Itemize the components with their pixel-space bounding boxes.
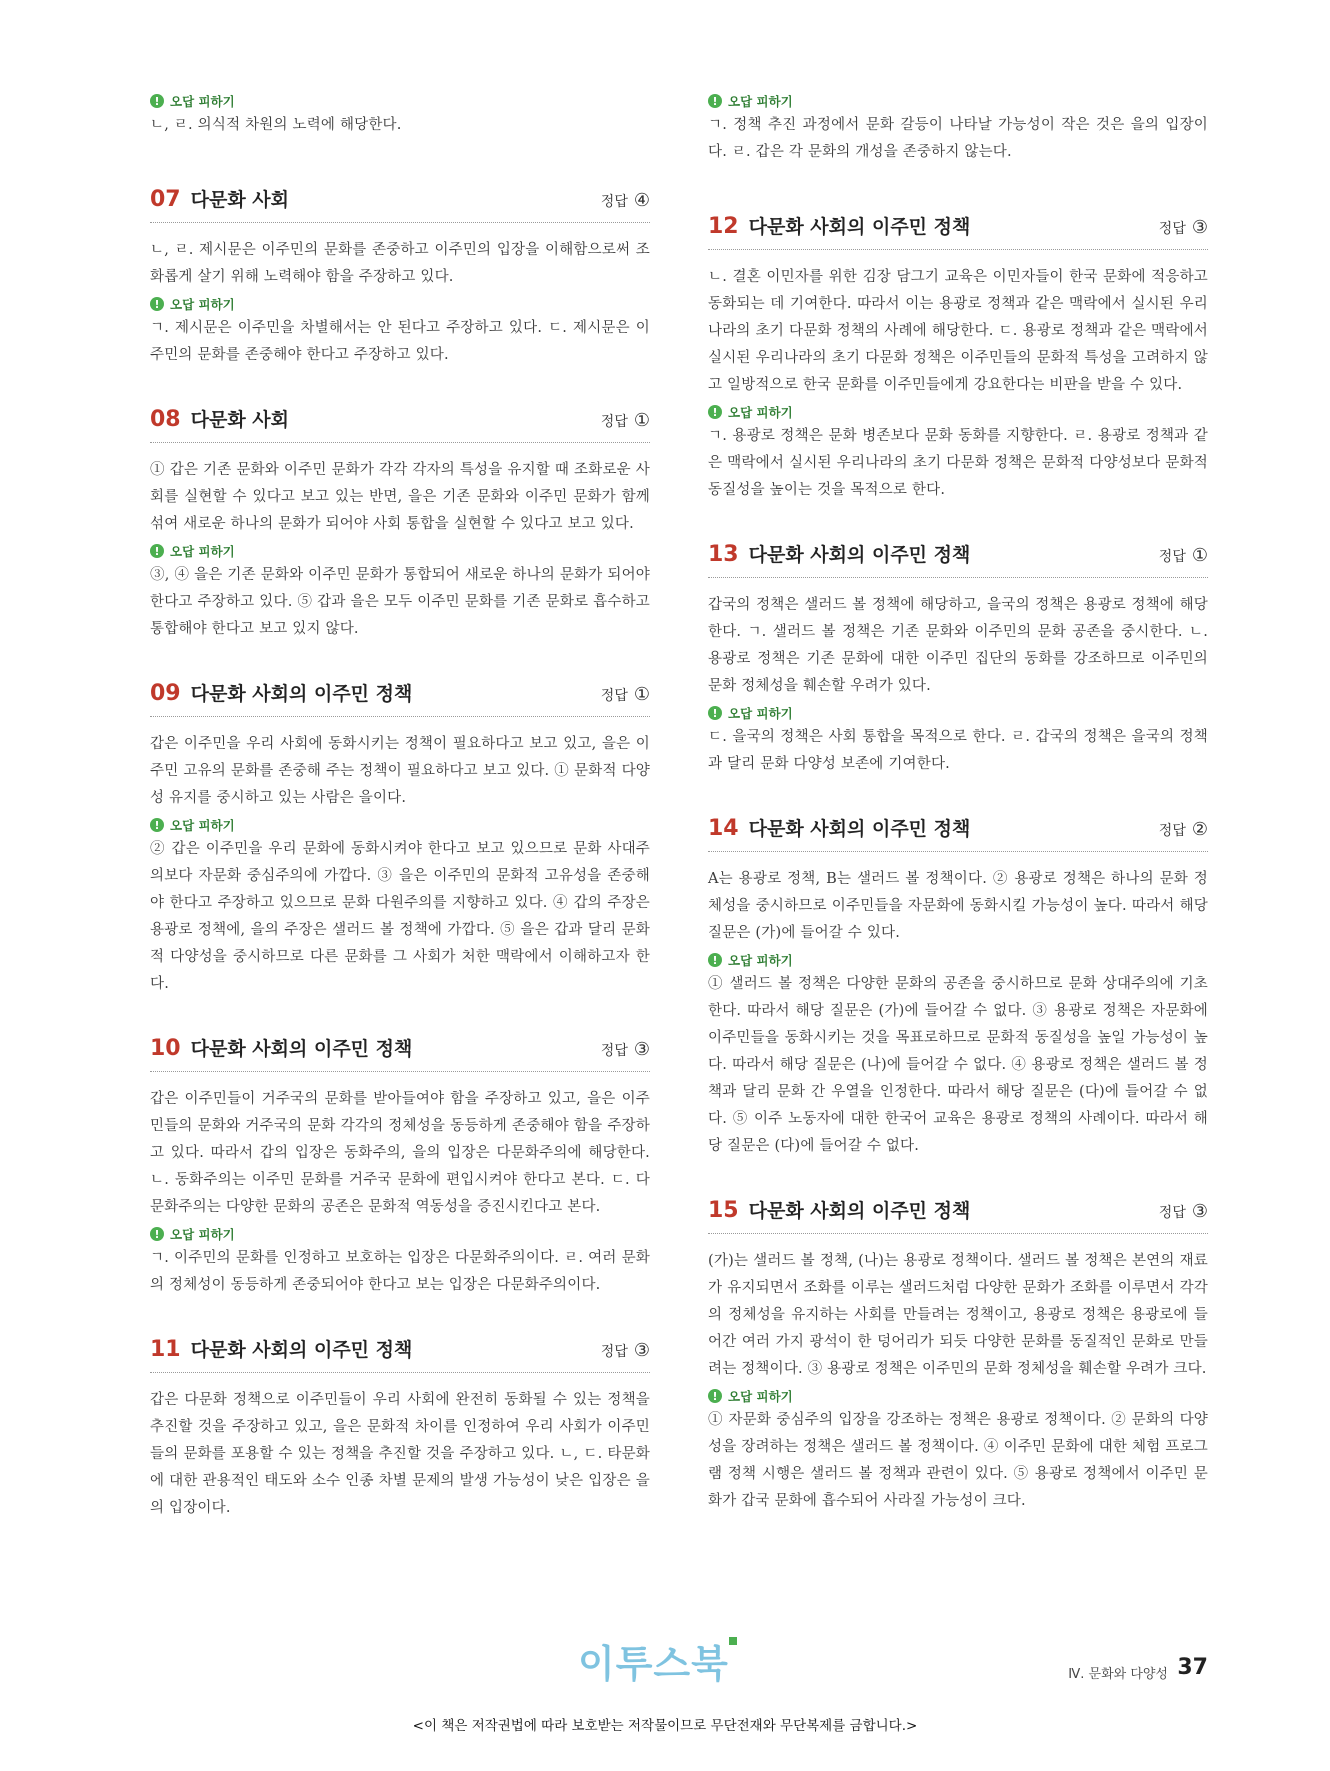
explanation-text: 갑은 이주민들이 거주국의 문화를 받아들여야 함을 주장하고 있고, 을은 이주민들의 문화와 거주국의 문화 각각의 정체성을 동등하게 존중해야 함을 주장하고 있다. 따라서 갑의 입장은 동화주의, 을의 입장은 다문화주의에 해당한다. ㄴ. 동화주의는 이주민 문화를 거주국 문화에 편입시켜야 한다고 본다. ㄷ. 다문화주의는 다양한 문화의 공존은 문화적 역동성을 증진시킨다고 본다.: [150, 1091, 650, 1215]
exclamation-icon: !: [708, 405, 722, 419]
avoid-heading: ! 오답 피하기: [150, 90, 650, 112]
question-number: 14: [708, 816, 739, 841]
exclamation-icon: !: [150, 544, 164, 558]
avoid-heading: ! 오답 피하기: [150, 1223, 650, 1245]
right-intro: [708, 90, 1208, 166]
question-09: [150, 679, 650, 998]
answer-mark: ①: [633, 684, 650, 705]
answer: 정답 ③: [1158, 1201, 1208, 1222]
answer-mark: ③: [633, 1340, 650, 1361]
exclamation-icon: !: [708, 706, 722, 720]
avoid-heading: ! 오답 피하기: [708, 949, 1208, 971]
question-header: [708, 1196, 1208, 1234]
avoid-text: ㄷ. 을국의 정책은 사회 통합을 목적으로 한다. ㄹ. 갑국의 정책은 을국의 정책과 달리 문화 다양성 보존에 기여한다.: [708, 729, 1208, 772]
question-number: 10: [150, 1036, 181, 1061]
question-title: 다문화 사회의 이주민 정책: [748, 216, 971, 238]
logo-square-icon: [729, 1637, 737, 1645]
answer: 정답 ①: [600, 410, 650, 431]
avoid-text: ① 샐러드 볼 정책은 다양한 문화의 공존을 중시하므로 문화 상대주의에 기초한다. 따라서 해당 질문은 (가)에 들어갈 수 없다. ③ 용광로 정책은 자문화에 이주민들을 동화시키는 것을 목표로하므로 문화적 동질성을 높일 가능성이 높다. 따라서 해당 질문은 (나)에 들어갈 수 없다. ④ 용광로 정책은 샐러드 볼 정책과 달리 문화 간 우열을 인정한다. 따라서 해당 질문은 (다)에 들어갈 수 없다. ⑤ 이주 노동자에 대한 한국어 교육은 용광로 정책의 사례이다. 따라서 해당 질문은 (다)에 들어갈 수 없다.: [708, 976, 1208, 1154]
exclamation-icon: !: [150, 818, 164, 832]
answer-mark: ①: [1191, 545, 1208, 566]
question-number: 07: [150, 187, 181, 212]
exclamation-icon: !: [150, 1227, 164, 1241]
explanation-text: ① 갑은 기존 문화와 이주민 문화가 각각 각자의 특성을 유지할 때 조화로운 사회를 실현할 수 있다고 보고 있는 반면, 을은 기존 문화와 이주민 문화가 함께 섞여 새로운 하나의 문화가 되어야 사회 통합을 실현할 수 있다고 보고 있다.: [150, 462, 650, 532]
publisher-logo: 이투스북: [578, 1633, 729, 1688]
exclamation-icon: !: [708, 953, 722, 967]
question-header: [150, 679, 650, 717]
question-title: 다문화 사회의 이주민 정책: [748, 818, 971, 840]
avoid-heading: ! 오답 피하기: [708, 702, 1208, 724]
question-number: 12: [708, 214, 739, 239]
question-header: [150, 185, 650, 223]
avoid-heading: ! 오답 피하기: [708, 90, 1208, 112]
question-number: 15: [708, 1198, 739, 1223]
question-header: [150, 405, 650, 443]
explanation-text: ㄴ. 결혼 이민자를 위한 김장 담그기 교육은 이민자들이 한국 문화에 적응하고 동화되는 데 기여한다. 따라서 이는 용광로 정책과 같은 맥락에서 실시된 우리나라의 초기 다문화 정책의 사례에 해당한다. ㄷ. 용광로 정책과 같은 맥락에서 실시된 우리나라의 초기 다문화 정책은 이주민들의 문화적 특성을 고려하지 않고 일방적으로 한국 문화를 이주민들에게 강요한다는 비판을 받을 수 있다.: [708, 269, 1208, 393]
explanation-text: ㄴ, ㄹ. 제시문은 이주민의 문화를 존중하고 이주민의 입장을 이해함으로써 조화롭게 살기 위해 노력해야 함을 주장하고 있다.: [150, 242, 650, 285]
avoid-heading: ! 오답 피하기: [150, 814, 650, 836]
exclamation-icon: !: [150, 94, 164, 108]
answer-mark: ③: [1191, 217, 1208, 238]
left-column: [150, 88, 650, 1522]
chapter-label: Ⅳ. 문화와 다양성: [1068, 1667, 1168, 1682]
explanation-text: A는 용광로 정책, B는 샐러드 볼 정책이다. ② 용광로 정책은 하나의 문화 정체성을 중시하므로 이주민들을 자문화에 동화시킬 가능성이 높다. 따라서 해당 질문은 (가)에 들어갈 수 있다.: [708, 871, 1208, 941]
question-14: [708, 814, 1208, 1160]
copyright-notice: <이 책은 저작권법에 따라 보호받는 저작물이므로 무단전재와 무단복제를 금합니다.>: [412, 1718, 918, 1734]
answer-mark: ④: [633, 190, 650, 211]
avoid-text: ㄴ, ㄹ. 의식적 차원의 노력에 해당한다.: [150, 117, 402, 133]
question-number: 08: [150, 407, 181, 432]
answer: 정답 ④: [600, 190, 650, 211]
answer: 정답 ③: [1158, 217, 1208, 238]
question-number: 13: [708, 542, 739, 567]
exclamation-icon: !: [708, 1389, 722, 1403]
question-10: [150, 1034, 650, 1299]
question-07: [150, 185, 650, 369]
explanation-text: 갑은 이주민을 우리 사회에 동화시키는 정책이 필요하다고 보고 있고, 을은 이주민 고유의 문화를 존중해 주는 정책이 필요하다고 보고 있다. ① 문화적 다양성 유지를 중시하고 있는 사람은 을이다.: [150, 736, 650, 806]
avoid-heading: ! 오답 피하기: [708, 1385, 1208, 1407]
question-title: 다문화 사회의 이주민 정책: [190, 1038, 413, 1060]
explanation-text: 갑국의 정책은 샐러드 볼 정책에 해당하고, 을국의 정책은 용광로 정책에 해당한다. ㄱ. 샐러드 볼 정책은 기존 문화와 이주민의 문화 공존을 중시한다. ㄴ. 용광로 정책은 기존 문화에 대한 이주민 집단의 동화를 강조하므로 이주민의 문화 정체성을 훼손할 우려가 있다.: [708, 597, 1208, 694]
avoid-heading: ! 오답 피하기: [150, 293, 650, 315]
answer-mark: ③: [633, 1039, 650, 1060]
avoid-heading: ! 오답 피하기: [150, 540, 650, 562]
question-08: [150, 405, 650, 643]
avoid-text: ㄱ. 정책 추진 과정에서 문화 갈등이 나타날 가능성이 작은 것은 을의 입장이다. ㄹ. 갑은 각 문화의 개성을 존중하지 않는다.: [708, 117, 1208, 160]
avoid-text: ① 자문화 중심주의 입장을 강조하는 정책은 용광로 정책이다. ② 문화의 다양성을 장려하는 정책은 샐러드 볼 정책이다. ④ 이주민 문화에 대한 체험 프로그램 정책 시행은 샐러드 볼 정책과 관련이 있다. ⑤ 용광로 정책에서 이주민 문화가 갑국 문화에 흡수되어 사라질 가능성이 크다.: [708, 1412, 1208, 1509]
question-title: 다문화 사회의 이주민 정책: [748, 1200, 971, 1222]
avoid-text: ㄱ. 제시문은 이주민을 차별해서는 안 된다고 주장하고 있다. ㄷ. 제시문은 이주민의 문화를 존중해야 한다고 주장하고 있다.: [150, 320, 650, 363]
answer-mark: ②: [1191, 819, 1208, 840]
question-header: [708, 540, 1208, 578]
question-title: 다문화 사회: [190, 409, 290, 431]
question-header: [708, 814, 1208, 852]
question-15: [708, 1196, 1208, 1515]
question-title: 다문화 사회의 이주민 정책: [190, 1339, 413, 1361]
answer: 정답 ①: [600, 684, 650, 705]
question-13: [708, 540, 1208, 778]
answer-mark: ③: [1191, 1201, 1208, 1222]
question-title: 다문화 사회의 이주민 정책: [190, 683, 413, 705]
avoid-text: ③, ④ 을은 기존 문화와 이주민 문화가 통합되어 새로운 하나의 문화가 되어야 한다고 주장하고 있다. ⑤ 갑과 을은 모두 이주민 문화를 기존 문화로 흡수하고 통합해야 한다고 보고 있지 않다.: [150, 567, 650, 637]
question-header: [708, 212, 1208, 250]
page-number: 37: [1177, 1655, 1208, 1680]
answer: 정답 ③: [600, 1039, 650, 1060]
explanation-text: (가)는 샐러드 볼 정책, (나)는 용광로 정책이다. 샐러드 볼 정책은 본연의 재료가 유지되면서 조화를 이루는 샐러드처럼 다양한 문화가 조화를 이루면서 각각의 정체성을 유지하는 사회를 만들려는 정책이고, 용광로 정책은 용광로에 들어간 여러 가지 광석이 한 덩어리가 되듯 다양한 문화를 동질적인 문화로 만들려는 정책이다. ③ 용광로 정책은 이주민의 문화 정체성을 훼손할 우려가 크다.: [708, 1253, 1208, 1377]
avoid-text: ㄱ. 이주민의 문화를 인정하고 보호하는 입장은 다문화주의이다. ㄹ. 여러 문화의 정체성이 동등하게 존중되어야 한다고 보는 입장은 다문화주의이다.: [150, 1250, 650, 1293]
answer: 정답 ②: [1158, 819, 1208, 840]
question-title: 다문화 사회의 이주민 정책: [748, 544, 971, 566]
question-title: 다문화 사회: [190, 189, 290, 211]
question-header: [150, 1034, 650, 1072]
question-12: [708, 212, 1208, 504]
answer: 정답 ①: [1158, 545, 1208, 566]
question-number: 11: [150, 1337, 181, 1362]
right-column: [708, 88, 1208, 1515]
answer-mark: ①: [633, 410, 650, 431]
question-number: 09: [150, 681, 181, 706]
avoid-heading: ! 오답 피하기: [708, 401, 1208, 423]
question-11: [150, 1335, 650, 1522]
answer: 정답 ③: [600, 1340, 650, 1361]
explanation-text: 갑은 다문화 정책으로 이주민들이 우리 사회에 완전히 동화될 수 있는 정책을 추진할 것을 주장하고 있고, 을은 문화적 차이를 인정하여 우리 사회가 이주민들의 문화를 포용할 수 있는 정책을 추진할 것을 주장하고 있다. ㄴ, ㄷ. 타문화에 대한 관용적인 태도와 소수 인종 차별 문제의 발생 가능성이 낮은 입장은 을의 입장이다.: [150, 1392, 650, 1516]
question-header: [150, 1335, 650, 1373]
left-intro: [150, 90, 650, 139]
avoid-text: ㄱ. 용광로 정책은 문화 병존보다 문화 동화를 지향한다. ㄹ. 용광로 정책과 같은 맥락에서 실시된 우리나라의 초기 다문화 정책은 문화적 다양성보다 문화적 동질성을 높이는 것을 목적으로 한다.: [708, 428, 1208, 498]
exclamation-icon: !: [150, 297, 164, 311]
exclamation-icon: !: [708, 94, 722, 108]
avoid-text: ② 갑은 이주민을 우리 문화에 동화시켜야 한다고 보고 있으므로 문화 사대주의보다 자문화 중심주의에 가깝다. ③ 을은 이주민의 문화적 고유성을 존중해야 한다고 주장하고 있으므로 문화 다원주의를 지향하고 있다. ④ 갑의 주장은 용광로 정책에, 을의 주장은 샐러드 볼 정책에 가깝다. ⑤ 을은 갑과 달리 문화적 다양성을 중시하므로 다른 문화를 그 사회가 처한 맥락에서 이해하고자 한다.: [150, 841, 650, 992]
